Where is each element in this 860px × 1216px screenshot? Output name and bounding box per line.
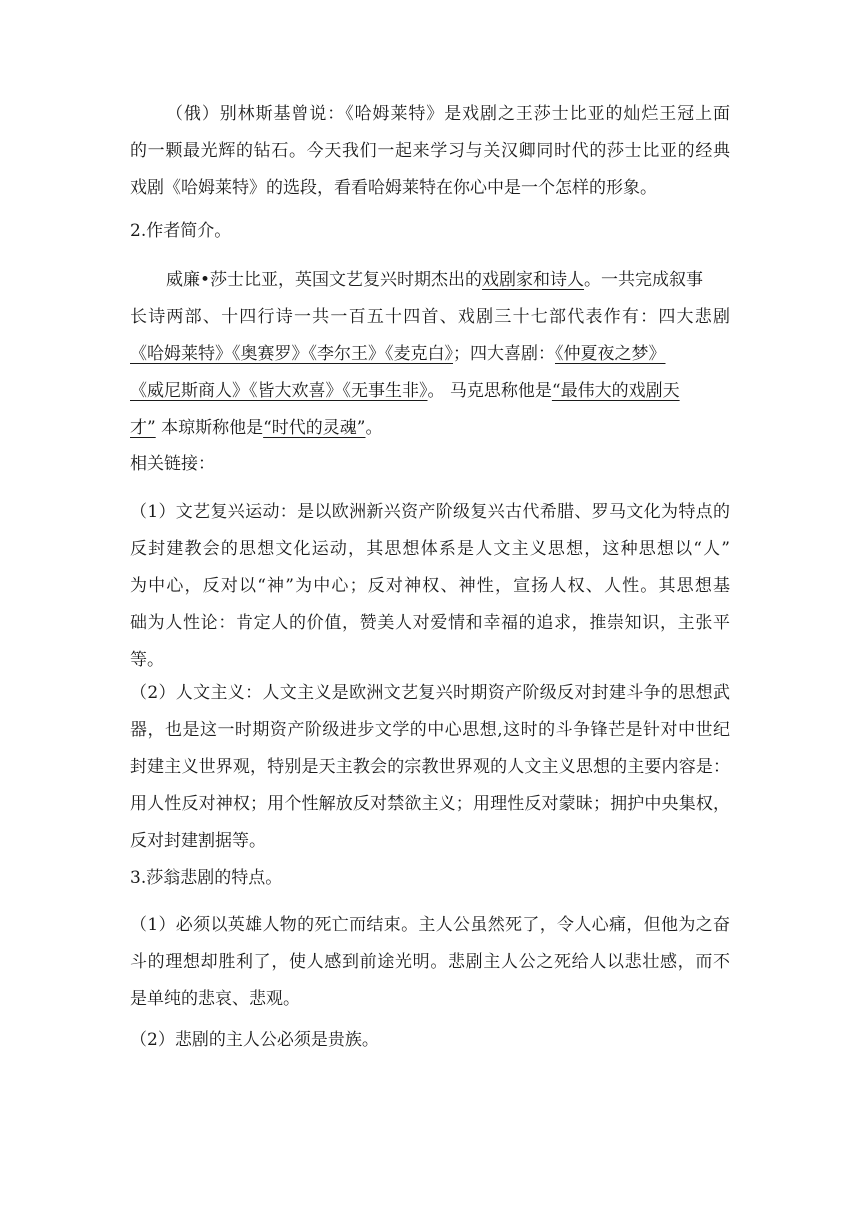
author-line-5 bbox=[130, 410, 730, 447]
author-line-1-text: 威廉•莎士比亚，英国文艺复兴时期杰出的 bbox=[166, 270, 483, 290]
marx-text: 。 马克思称他是 bbox=[427, 381, 552, 401]
jonson-text: 本琼斯称他是 bbox=[155, 418, 264, 438]
renaissance-line-4: 础为人性论：肯定人的价值，赞美人对爱情和幸福的追求，推崇知识，主张平 bbox=[130, 613, 730, 633]
tragedy-feature-1-line-3: 是单纯的悲哀、悲观。 bbox=[130, 989, 300, 1009]
author-line-2: 长诗两部、十四行诗一共一百五十四首、戏剧三十七部代表作有：四大悲剧 bbox=[130, 307, 730, 327]
tragedy-feature-1 bbox=[130, 907, 730, 1018]
marx-quote-end-underlined: 才” bbox=[130, 418, 156, 438]
humanism-line-3: 封建主义世界观，特别是天主教会的宗教世界观的人文主义思想的主要内容是： bbox=[130, 757, 730, 777]
author-line-5-end: 。 bbox=[365, 418, 383, 438]
comedies-underlined: 《威尼斯商人》《皆大欢喜》《无事生非》 bbox=[130, 381, 428, 401]
humanism-line-4: 用人性反对神权；用个性解放反对禁欲主义；用理性反对蒙昧；拥护中央集权， bbox=[130, 794, 730, 814]
intro-line-1: （俄）别林斯基曾说：《哈姆莱特》是戏剧之王莎士比亚的灿烂王冠上面 bbox=[166, 104, 730, 124]
author-line-1 bbox=[130, 262, 730, 299]
tragedies-underlined: 《哈姆莱特》《奥赛罗》《李尔王》《麦克白》 bbox=[130, 344, 453, 364]
author-line-4 bbox=[130, 373, 730, 410]
renaissance-line-5: 等。 bbox=[130, 650, 164, 670]
section-2-heading: 2.作者简介。 bbox=[130, 221, 232, 241]
comedies-label: ；四大喜剧： bbox=[453, 344, 555, 364]
intro-paragraph bbox=[130, 96, 730, 207]
tragedy-feature-1-line-1: （1）必须以英雄人物的死亡而结束。主人公虽然死了，令人心痛，但他为之奋 bbox=[130, 915, 730, 935]
renaissance-line-1: （1）文艺复兴运动：是以欧洲新兴资产阶级复兴古代希腊、罗马文化为特点的 bbox=[130, 502, 730, 522]
humanism-line-5: 反对封建割据等。 bbox=[130, 831, 266, 851]
author-line-3 bbox=[130, 336, 730, 373]
marx-quote-underlined: “最伟大的戏剧天 bbox=[551, 381, 680, 401]
related-links-heading: 相关链接： bbox=[130, 454, 215, 474]
humanism-line-1: （2）人文主义：人文主义是欧洲文艺复兴时期资产阶级反对封建斗争的思想武 bbox=[130, 683, 730, 703]
humanism-line-2: 器，也是这一时期资产阶级进步文学的中心思想,这时的斗争锋芒是针对中世纪 bbox=[130, 720, 730, 740]
author-role-underlined: 戏剧家和诗人 bbox=[482, 270, 585, 290]
tragedy-feature-2: （2）悲剧的主人公必须是贵族。 bbox=[130, 1030, 379, 1050]
renaissance-line-2: 反封建教会的思想文化运动，其思想体系是人文主义思想，这种思想以“人” bbox=[130, 539, 730, 559]
intro-line-3: 戏剧《哈姆莱特》的选段，看看哈姆莱特在你心中是一个怎样的形象。 bbox=[130, 178, 657, 198]
jonson-quote-underlined: “时代的灵魂” bbox=[263, 418, 366, 438]
tragedy-feature-1-line-2: 斗的理想却胜利了，使人感到前途光明。悲剧主人公之死给人以悲壮感，而不 bbox=[130, 952, 730, 972]
comedy-1-underlined: 《仲夏夜之梦》 bbox=[555, 344, 666, 364]
renaissance-paragraph bbox=[130, 494, 730, 679]
author-paragraph bbox=[130, 262, 730, 447]
section-3-heading: 3.莎翁悲剧的特点。 bbox=[130, 868, 283, 888]
author-line-1-end: 。一共完成叙事 bbox=[584, 270, 704, 290]
renaissance-line-3: 为中心，反对以“神”为中心；反对神权、神性，宣扬人权、人性。其思想基 bbox=[130, 576, 730, 596]
intro-line-2: 的一颗最光辉的钻石。今天我们一起来学习与关汉卿同时代的莎士比亚的经典 bbox=[130, 141, 730, 161]
humanism-paragraph bbox=[130, 675, 730, 860]
